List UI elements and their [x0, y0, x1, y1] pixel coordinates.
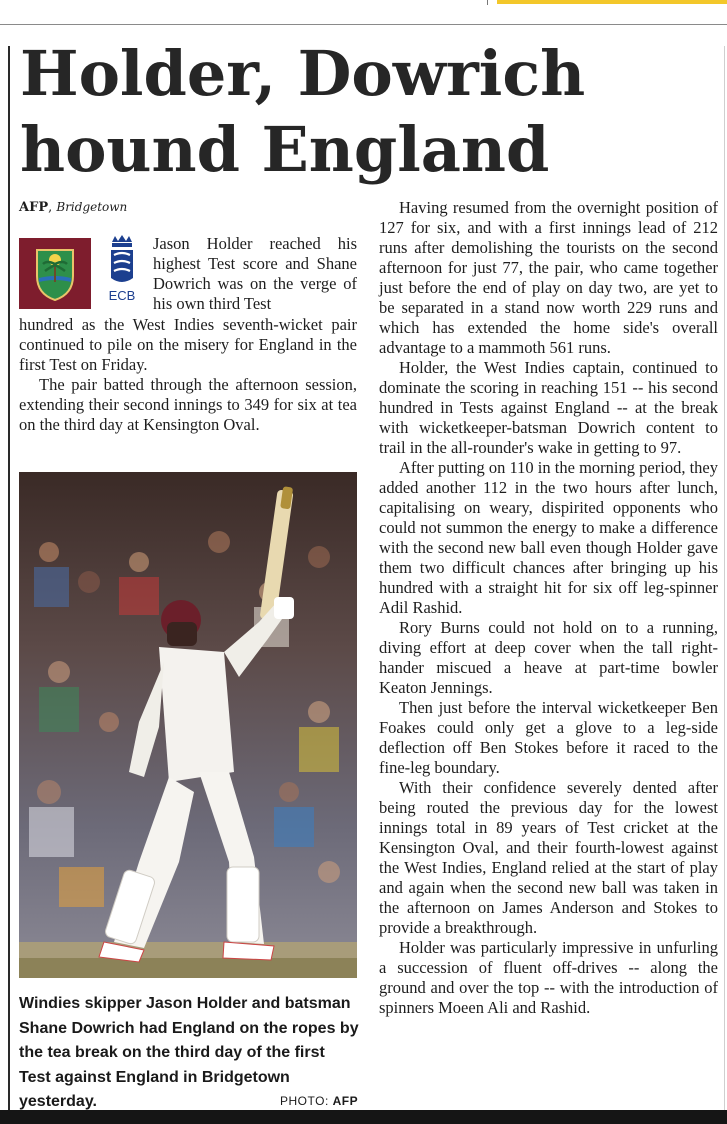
- headline-line-2: hound England: [20, 113, 550, 186]
- article-paragraph: After putting on 110 in the morning period, they added another 112 in the two hours after lunch, capitalising on weary, dispirited opponents who could not summon the energy to make a difference with the second new ball even though Holder gave them two difficult chances after bringing up his hundred with a straight hit for six off leg-spinner Adil Rashid.: [379, 458, 718, 617]
- article-paragraph: Rory Burns could not hold on to a running, diving effort at deep cover when the tall right-hander miscued a heave at part-time bowler Keaton Jennings.: [379, 618, 718, 697]
- article-intro-text: Jason Holder reached his highest Test score and Shane Dowrich was on the verge of his own third Test: [153, 234, 357, 313]
- photo-credit-source: AFP: [332, 1094, 359, 1108]
- article-paragraph: The pair batted through the afternoon session, extending their second innings to 349 for six at tea on the third day at Kensington Oval.: [19, 375, 357, 434]
- photo-credit-label: PHOTO:: [280, 1094, 329, 1108]
- byline-agency: AFP: [19, 200, 49, 215]
- headline-line-1: Holder, Dowrich: [20, 37, 586, 110]
- headline: [20, 36, 585, 188]
- article-paragraph: Holder, the West Indies captain, continued to dominate the scoring in reaching 151 -- his second hundred in Tests against England -- at the break with wicketkeeper-batsman Dowrich content to trail in the all-rounder's wake in getting to 97.: [379, 358, 718, 457]
- article-photo: [19, 472, 357, 978]
- byline: [19, 200, 127, 215]
- byline-separator: ,: [48, 200, 53, 215]
- photo-credit: [280, 1094, 358, 1108]
- article-paragraph: With their confidence severely dented after being routed the previous day for the lowest innings total in 89 years of Test cricket at the Kensington Oval, and their fourth-lowest against the West Indies, England relied at the start of play and again when the second new ball was taken in the afternoon on James Anderson and Stokes to provide a breakthrough.: [379, 778, 718, 937]
- article-intro: [153, 234, 357, 314]
- left-column-rule: [8, 46, 10, 1110]
- header-accent-bar: [497, 0, 727, 4]
- article-paragraph: Then just before the interval wicketkeeper Ben Foakes could only get a glove to a leg-side deflection off Ben Stokes before it raced to the fine-leg boundary.: [379, 698, 718, 777]
- article-column-2: [379, 198, 718, 1018]
- header-tick: [487, 0, 488, 5]
- article-column-1: [19, 315, 357, 435]
- article-paragraph: Having resumed from the overnight position of 127 for six, and with a first innings lead of 212 runs after demolishing the tourists on the second afternoon for just 77, the pair, who came together just before the end of play on day two, are yet to be separated in a stand now worth 229 runs and which has extended the home side's overall advantage to a mammoth 561 runs.: [379, 198, 718, 357]
- article-paragraph: Holder was particularly impressive in unfurling a succession of fluent off-drives -- along the ground and over the top -- with the introduction of spinners Moeen Ali and Rashid.: [379, 938, 718, 1017]
- article-intro-continued: hundred as the West Indies seventh-wicket pair continued to pile on the misery for England in the first Test on Friday.: [19, 315, 357, 374]
- photo-caption: Windies skipper Jason Holder and batsman Shane Dowrich had England on the ropes by the tea break on the third day of the first Test against England in Bridgetown yesterday.: [19, 995, 359, 1110]
- byline-location: Bridgetown: [56, 200, 128, 214]
- right-column-rule: [724, 46, 725, 1110]
- west-indies-logo: [19, 238, 91, 309]
- header-rule: [0, 24, 727, 25]
- ecb-logo: [105, 234, 139, 310]
- ecb-logo-text: ECB: [108, 288, 136, 303]
- page-bottom-bar: [0, 1110, 727, 1124]
